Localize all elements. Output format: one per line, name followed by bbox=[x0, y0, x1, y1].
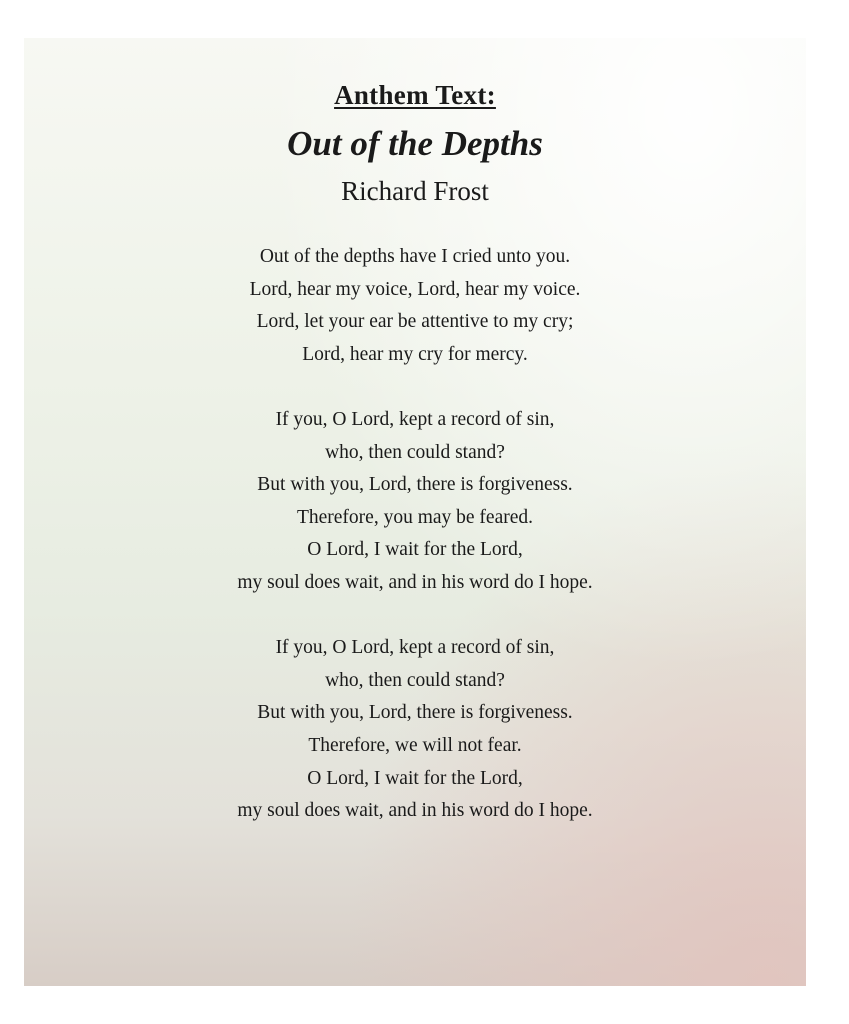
stanza-2 bbox=[24, 404, 806, 600]
lyric-line: Lord, hear my voice, Lord, hear my voice. bbox=[249, 278, 581, 300]
lyric-line: my soul does wait, and in his word do I hope. bbox=[237, 571, 593, 593]
lyric-line: If you, O Lord, kept a record of sin, bbox=[275, 637, 555, 659]
composer-name: Richard Frost bbox=[341, 176, 489, 206]
lyric-line: my soul does wait, and in his word do I hope. bbox=[237, 800, 593, 822]
lyric-line: O Lord, I wait for the Lord, bbox=[307, 539, 523, 561]
lyric-line: O Lord, I wait for the Lord, bbox=[307, 767, 523, 789]
document-page bbox=[24, 38, 806, 986]
lyric-line: Lord, let your ear be attentive to my cry; bbox=[256, 311, 574, 333]
lyrics-body bbox=[24, 241, 806, 860]
lyric-line: Out of the depths have I cried unto you. bbox=[259, 246, 571, 267]
lyric-line: Therefore, we will not fear. bbox=[308, 734, 522, 756]
lyric-line: If you, O Lord, kept a record of sin, bbox=[275, 408, 555, 430]
stanza-1 bbox=[24, 241, 806, 371]
lyric-line: Lord, hear my cry for mercy. bbox=[302, 343, 528, 365]
lyric-line: who, then could stand? bbox=[325, 669, 505, 691]
stanza-3 bbox=[24, 632, 806, 828]
anthem-title: Out of the Depths bbox=[287, 124, 543, 163]
lyric-line: who, then could stand? bbox=[325, 441, 505, 463]
lyric-line: Therefore, you may be feared. bbox=[296, 506, 534, 528]
lyric-line: But with you, Lord, there is forgiveness. bbox=[257, 474, 573, 496]
lyric-line: But with you, Lord, there is forgiveness. bbox=[257, 702, 573, 724]
section-heading: Anthem Text: bbox=[334, 80, 496, 110]
